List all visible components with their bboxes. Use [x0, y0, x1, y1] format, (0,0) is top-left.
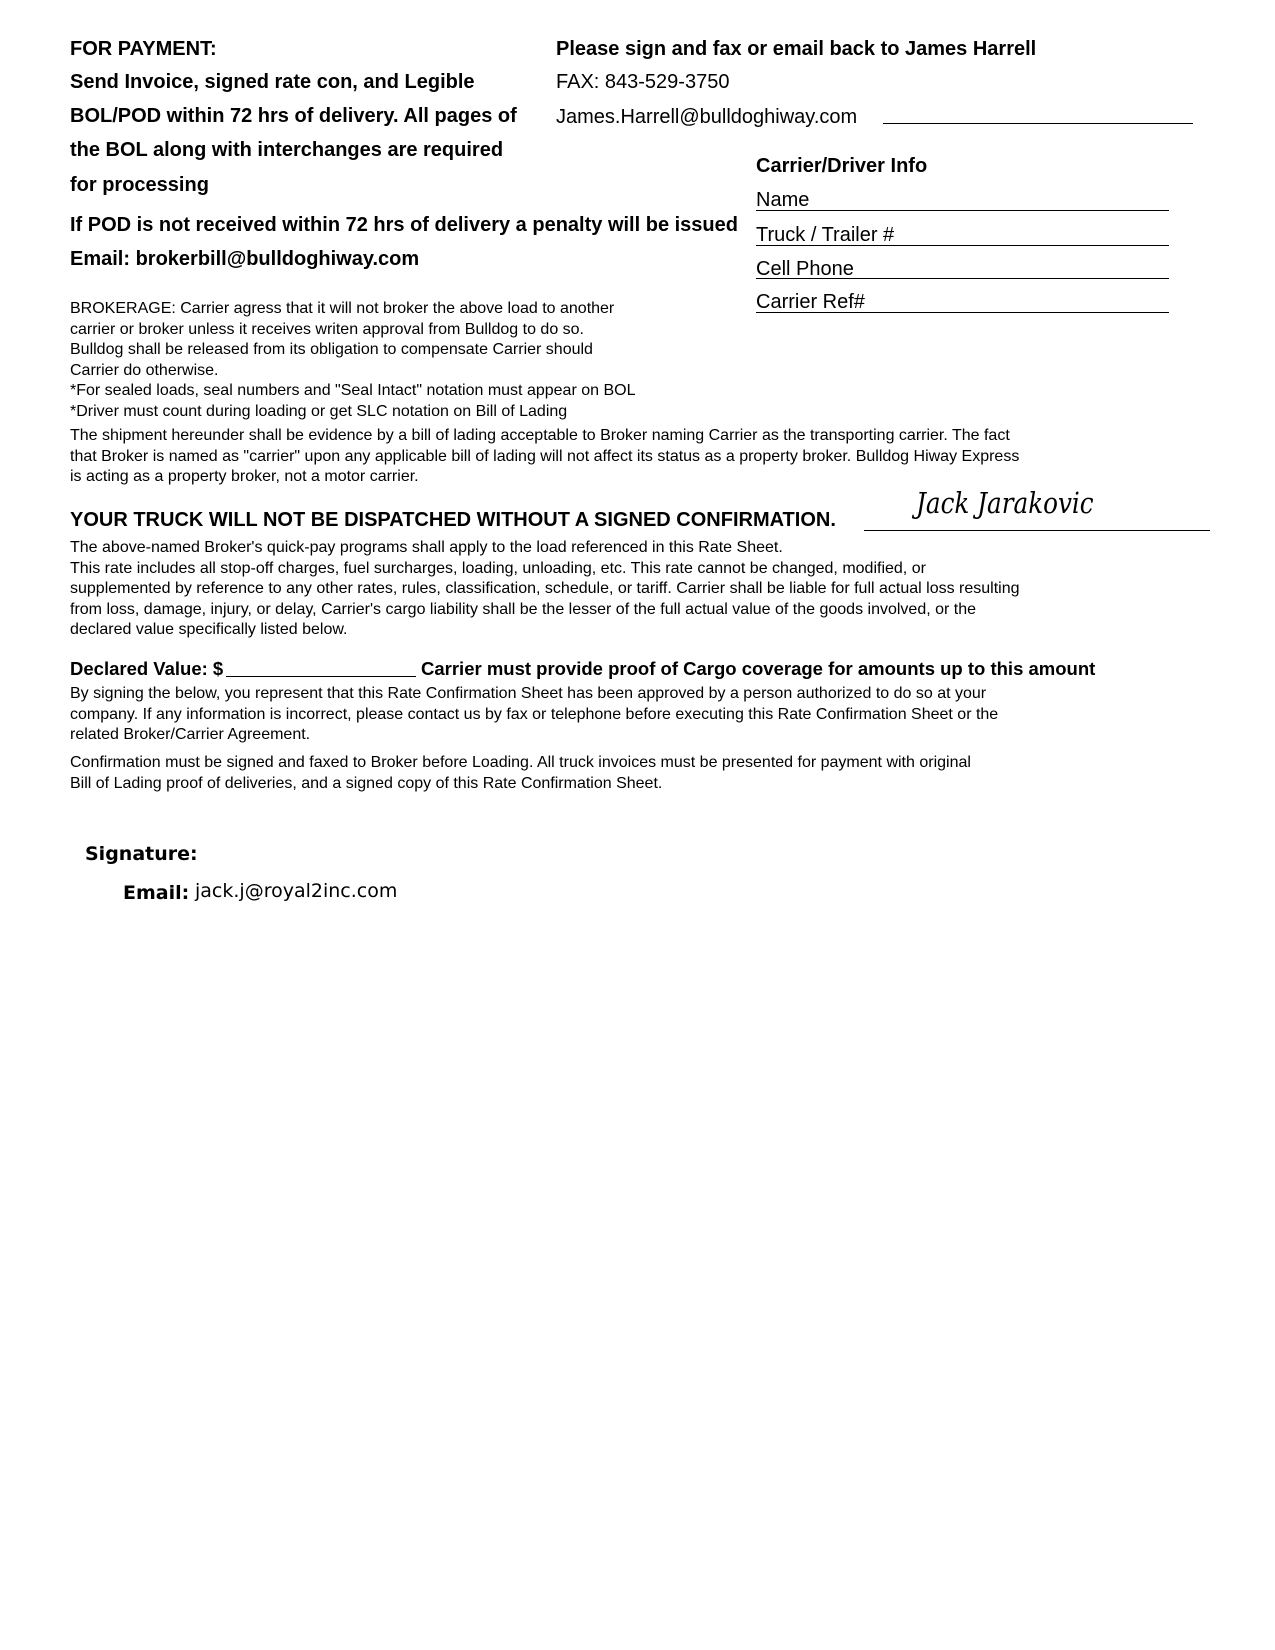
payment-line-4: for processing [70, 174, 209, 196]
field-cell-phone-label: Cell Phone [756, 258, 854, 280]
email-signature-line [883, 123, 1193, 124]
payment-line-2: BOL/POD within 72 hrs of delivery. All pages of [70, 105, 517, 127]
brokerage-clause [70, 299, 635, 422]
signature-label: Signature: [85, 843, 198, 865]
approval-line: company. If any information is incorrect, please contact us by fax or telephone before executing this Rate Confirmation Sheet or the [70, 705, 999, 723]
rate-terms [70, 538, 1020, 641]
field-carrier-ref-label: Carrier Ref# [756, 291, 865, 313]
approval-line: related Broker/Carrier Agreement. [70, 726, 311, 743]
broker-billing-email: Email: brokerbill@bulldoghiway.com [70, 248, 420, 270]
penalty-notice: If POD is not received within 72 hrs of delivery a penalty will be issued [70, 214, 738, 236]
field-name-label: Name [756, 189, 810, 211]
field-truck-trailer-label: Truck / Trailer # [756, 224, 895, 246]
confirmation-clause [70, 753, 971, 794]
contact-email: James.Harrell@bulldoghiway.com [556, 106, 858, 128]
brokerage-line: *For sealed loads, seal numbers and "Seal Intact" notation must appear on BOL [70, 382, 636, 399]
shipment-line: that Broker is named as "carrier" upon any applicable bill of lading will not affect its status as a property broker. Bulldog Hiway Express [70, 447, 1020, 465]
dispatch-warning: YOUR TRUCK WILL NOT BE DISPATCHED WITHOUT A SIGNED CONFIRMATION. [70, 509, 836, 531]
brokerage-line: carrier or broker unless it receives writen approval from Bulldog to do so. [70, 320, 584, 338]
rate-terms-line: supplemented by reference to any other rates, rules, classification, schedule, or tariff. Carrier shall be liable for full actual loss resulting [70, 580, 1020, 597]
declared-value-label: Declared Value: $ [70, 658, 224, 679]
shipment-clause [70, 426, 1019, 488]
rate-terms-line: declared value specifically listed below. [70, 621, 348, 638]
brokerage-line: Bulldog shall be released from its obligation to compensate Carrier should [70, 341, 593, 358]
field-carrier-ref-line[interactable] [756, 312, 1169, 313]
sign-fax-instruction: Please sign and fax or email back to James Harrell [556, 38, 1037, 60]
rate-terms-line: from loss, damage, injury, or delay, Carrier's cargo liability shall be the lesser of the full actual value of the goods involved, or the [70, 600, 977, 618]
approval-clause [70, 684, 998, 746]
payment-line-3: the BOL along with interchanges are required [70, 139, 504, 161]
field-cell-phone-line[interactable] [756, 278, 1169, 279]
brokerage-line: *Driver must count during loading or get SLC notation on Bill of Lading [70, 402, 568, 420]
cargo-coverage-notice: Carrier must provide proof of Cargo coverage for amounts up to this amount [421, 658, 1096, 679]
declared-value-line[interactable] [226, 676, 416, 677]
confirmation-line: Bill of Lading proof of deliveries, and a signed copy of this Rate Confirmation Sheet. [70, 774, 663, 792]
brokerage-line: Carrier do otherwise. [70, 361, 219, 379]
payment-line-1: Send Invoice, signed rate con, and Legible [70, 71, 475, 93]
shipment-line: is acting as a property broker, not a motor carrier. [70, 468, 419, 485]
confirmation-line: Confirmation must be signed and faxed to Broker before Loading. All truck invoices must be presented for payment with original [70, 754, 971, 771]
approval-line: By signing the below, you represent that this Rate Confirmation Sheet has been approved by a person authorized to do so at your [70, 685, 987, 702]
rate-terms-line: This rate includes all stop-off charges, fuel surcharges, loading, unloading, etc. This rate cannot be changed, modified, or [70, 559, 926, 577]
confirmation-signature-line[interactable] [864, 530, 1210, 531]
fax-number: FAX: 843-529-3750 [556, 71, 730, 93]
payment-heading: FOR PAYMENT: [70, 38, 217, 60]
carrier-info-heading: Carrier/Driver Info [756, 155, 928, 177]
rate-terms-line: The above-named Broker's quick-pay programs shall apply to the load referenced in this Rate Sheet. [70, 539, 783, 556]
shipment-line: The shipment hereunder shall be evidence by a bill of lading acceptable to Broker naming Carrier as the transporting carrier. The fact [70, 427, 1010, 444]
signature-email-label: Email: [123, 882, 190, 904]
signature-email-value: jack.j@royal2inc.com [195, 880, 398, 902]
handwritten-signature: Jack Jarakovic [916, 486, 1094, 520]
brokerage-line: BROKERAGE: Carrier agress that it will not broker the above load to another [70, 300, 615, 317]
field-name-line[interactable] [756, 210, 1169, 211]
